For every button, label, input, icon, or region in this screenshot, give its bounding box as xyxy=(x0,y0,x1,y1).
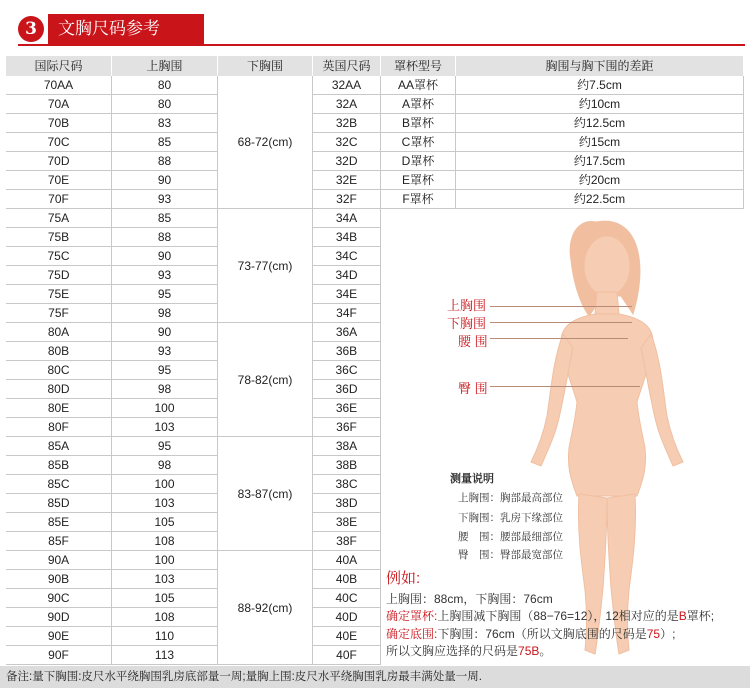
upper-bust-cell: 113 xyxy=(112,646,218,665)
footer-note: 备注:量下胸围:皮尺水平绕胸围乳房底部量一周;量胸上围:皮尺水平绕胸围乳房最丰满处量一周. xyxy=(0,666,750,688)
upper-bust-cell: 103 xyxy=(112,494,218,513)
upper-bust-cell: 110 xyxy=(112,627,218,646)
intl-size-cell: 85C xyxy=(6,475,112,494)
note-under-bust: 下胸围：乳房下缘部位 xyxy=(458,512,563,524)
column-header: 罩杯型号 xyxy=(381,56,456,76)
upper-bust-cell: 100 xyxy=(112,399,218,418)
uk-size-cell: 38B xyxy=(313,456,381,475)
cup-type-cell: B罩杯 xyxy=(381,114,456,133)
intl-size-cell: 70C xyxy=(6,133,112,152)
upper-bust-cell: 85 xyxy=(112,133,218,152)
uk-size-cell: 34D xyxy=(313,266,381,285)
uk-size-cell: 32B xyxy=(313,114,381,133)
intl-size-cell: 70D xyxy=(6,152,112,171)
under-bust-range: 68-72(cm) xyxy=(218,76,313,209)
intl-size-cell: 80D xyxy=(6,380,112,399)
hip-label: 臀 围 xyxy=(458,381,488,396)
intl-size-cell: 75C xyxy=(6,247,112,266)
intl-size-cell: 75A xyxy=(6,209,112,228)
under-bust-range: 83-87(cm) xyxy=(218,437,313,551)
column-header: 胸围与胸下围的差距 xyxy=(456,56,744,76)
band-step-label: 确定底围: xyxy=(386,627,438,641)
intl-size-cell: 90B xyxy=(6,570,112,589)
upper-bust-cell: 90 xyxy=(112,171,218,190)
note-upper-bust: 上胸围：胸部最高部位 xyxy=(458,492,563,504)
cup-type-cell: F罩杯 xyxy=(381,190,456,209)
uk-size-cell: 34A xyxy=(313,209,381,228)
uk-size-cell: 34C xyxy=(313,247,381,266)
upper-bust-label: 上胸围 xyxy=(447,298,487,313)
uk-size-cell: 36B xyxy=(313,342,381,361)
uk-size-cell: 36E xyxy=(313,399,381,418)
column-header: 上胸围 xyxy=(112,56,218,76)
difference-cell: 约22.5cm xyxy=(456,190,744,209)
upper-bust-cell: 100 xyxy=(112,551,218,570)
column-header: 国际尺码 xyxy=(6,56,112,76)
uk-size-cell: 32D xyxy=(313,152,381,171)
example-line-3: 确定底围:下胸围：76cm（所以文胸底围的尺码是75）; xyxy=(386,627,676,641)
upper-bust-cell: 103 xyxy=(112,570,218,589)
hip-line xyxy=(490,386,640,387)
example-title: 例如: xyxy=(386,570,421,587)
note-waist: 腰 围：腰部最细部位 xyxy=(458,531,563,543)
example-line-2: 确定罩杯:上胸围减下胸围（88−76=12），12相对应的是B罩杯; xyxy=(386,609,715,623)
uk-size-cell: 38E xyxy=(313,513,381,532)
under-bust-line xyxy=(490,322,632,323)
upper-bust-cell: 90 xyxy=(112,323,218,342)
uk-size-cell: 38C xyxy=(313,475,381,494)
uk-size-cell: 32F xyxy=(313,190,381,209)
cup-type-cell: C罩杯 xyxy=(381,133,456,152)
upper-bust-cell: 93 xyxy=(112,190,218,209)
uk-size-cell: 40F xyxy=(313,646,381,665)
upper-bust-cell: 93 xyxy=(112,342,218,361)
uk-size-cell: 34E xyxy=(313,285,381,304)
upper-bust-cell: 95 xyxy=(112,437,218,456)
upper-bust-cell: 105 xyxy=(112,513,218,532)
uk-size-cell: 34F xyxy=(313,304,381,323)
intl-size-cell: 85E xyxy=(6,513,112,532)
upper-bust-cell: 95 xyxy=(112,361,218,380)
uk-size-cell: 40C xyxy=(313,589,381,608)
measurement-notes-title: 测量说明 xyxy=(450,473,494,485)
uk-size-cell: 36F xyxy=(313,418,381,437)
upper-bust-cell: 108 xyxy=(112,532,218,551)
upper-bust-cell: 98 xyxy=(112,456,218,475)
upper-bust-cell: 98 xyxy=(112,304,218,323)
upper-bust-cell: 80 xyxy=(112,76,218,95)
intl-size-cell: 70AA xyxy=(6,76,112,95)
upper-bust-cell: 83 xyxy=(112,114,218,133)
uk-size-cell: 36D xyxy=(313,380,381,399)
intl-size-cell: 70A xyxy=(6,95,112,114)
intl-size-cell: 75D xyxy=(6,266,112,285)
difference-cell: 约10cm xyxy=(456,95,744,114)
uk-size-cell: 32C xyxy=(313,133,381,152)
cup-type-cell: D罩杯 xyxy=(381,152,456,171)
size-table xyxy=(6,56,744,666)
upper-bust-cell: 80 xyxy=(112,95,218,114)
under-bust-range: 88-92(cm) xyxy=(218,551,313,665)
uk-size-cell: 32E xyxy=(313,171,381,190)
intl-size-cell: 90A xyxy=(6,551,112,570)
header-divider xyxy=(18,44,745,46)
intl-size-cell: 70F xyxy=(6,190,112,209)
intl-size-cell: 70E xyxy=(6,171,112,190)
intl-size-cell: 80A xyxy=(6,323,112,342)
intl-size-cell: 90D xyxy=(6,608,112,627)
intl-size-cell: 75E xyxy=(6,285,112,304)
upper-bust-cell: 103 xyxy=(112,418,218,437)
uk-size-cell: 40B xyxy=(313,570,381,589)
intl-size-cell: 85F xyxy=(6,532,112,551)
uk-size-cell: 32A xyxy=(313,95,381,114)
section-title: 文胸尺码参考 xyxy=(48,14,204,44)
under-bust-label: 下胸围 xyxy=(447,316,487,331)
uk-size-cell: 40D xyxy=(313,608,381,627)
uk-size-cell: 36A xyxy=(313,323,381,342)
uk-size-cell: 40E xyxy=(313,627,381,646)
under-bust-range: 73-77(cm) xyxy=(218,209,313,323)
difference-cell: 约7.5cm xyxy=(456,76,744,95)
intl-size-cell: 80E xyxy=(6,399,112,418)
under-bust-range: 78-82(cm) xyxy=(218,323,313,437)
difference-cell: 约17.5cm xyxy=(456,152,744,171)
cup-type-cell: E罩杯 xyxy=(381,171,456,190)
intl-size-cell: 80F xyxy=(6,418,112,437)
upper-bust-cell: 88 xyxy=(112,152,218,171)
upper-bust-cell: 85 xyxy=(112,209,218,228)
uk-size-cell: 40A xyxy=(313,551,381,570)
intl-size-cell: 85A xyxy=(6,437,112,456)
upper-bust-cell: 98 xyxy=(112,380,218,399)
intl-size-cell: 80C xyxy=(6,361,112,380)
intl-size-cell: 90F xyxy=(6,646,112,665)
upper-bust-cell: 90 xyxy=(112,247,218,266)
intl-size-cell: 85D xyxy=(6,494,112,513)
intl-size-cell: 75B xyxy=(6,228,112,247)
upper-bust-line xyxy=(490,306,632,307)
section-number-badge: 3 xyxy=(18,16,44,42)
upper-bust-cell: 108 xyxy=(112,608,218,627)
upper-bust-cell: 105 xyxy=(112,589,218,608)
uk-size-cell: 36C xyxy=(313,361,381,380)
difference-cell: 约12.5cm xyxy=(456,114,744,133)
intl-size-cell: 70B xyxy=(6,114,112,133)
upper-bust-cell: 88 xyxy=(112,228,218,247)
cup-type-cell: A罩杯 xyxy=(381,95,456,114)
note-hip: 臀 围：臀部最宽部位 xyxy=(458,549,563,561)
waist-line xyxy=(490,338,628,339)
uk-size-cell: 38A xyxy=(313,437,381,456)
difference-cell: 约20cm xyxy=(456,171,744,190)
example-line-4: 所以文胸应选择的尺码是75B。 xyxy=(386,644,552,658)
intl-size-cell: 80B xyxy=(6,342,112,361)
difference-cell: 约15cm xyxy=(456,133,744,152)
upper-bust-cell: 93 xyxy=(112,266,218,285)
intl-size-cell: 75F xyxy=(6,304,112,323)
uk-size-cell: 34B xyxy=(313,228,381,247)
uk-size-cell: 38F xyxy=(313,532,381,551)
upper-bust-cell: 95 xyxy=(112,285,218,304)
uk-size-cell: 38D xyxy=(313,494,381,513)
upper-bust-cell: 100 xyxy=(112,475,218,494)
example-line-1: 上胸围：88cm，下胸围：76cm xyxy=(386,592,553,606)
intl-size-cell: 90E xyxy=(6,627,112,646)
intl-size-cell: 85B xyxy=(6,456,112,475)
intl-size-cell: 90C xyxy=(6,589,112,608)
waist-label: 腰 围 xyxy=(458,334,488,349)
cup-step-label: 确定罩杯: xyxy=(386,609,438,623)
column-header: 英国尺码 xyxy=(313,56,381,76)
column-header: 下胸围 xyxy=(218,56,313,76)
uk-size-cell: 32AA xyxy=(313,76,381,95)
cup-type-cell: AA罩杯 xyxy=(381,76,456,95)
